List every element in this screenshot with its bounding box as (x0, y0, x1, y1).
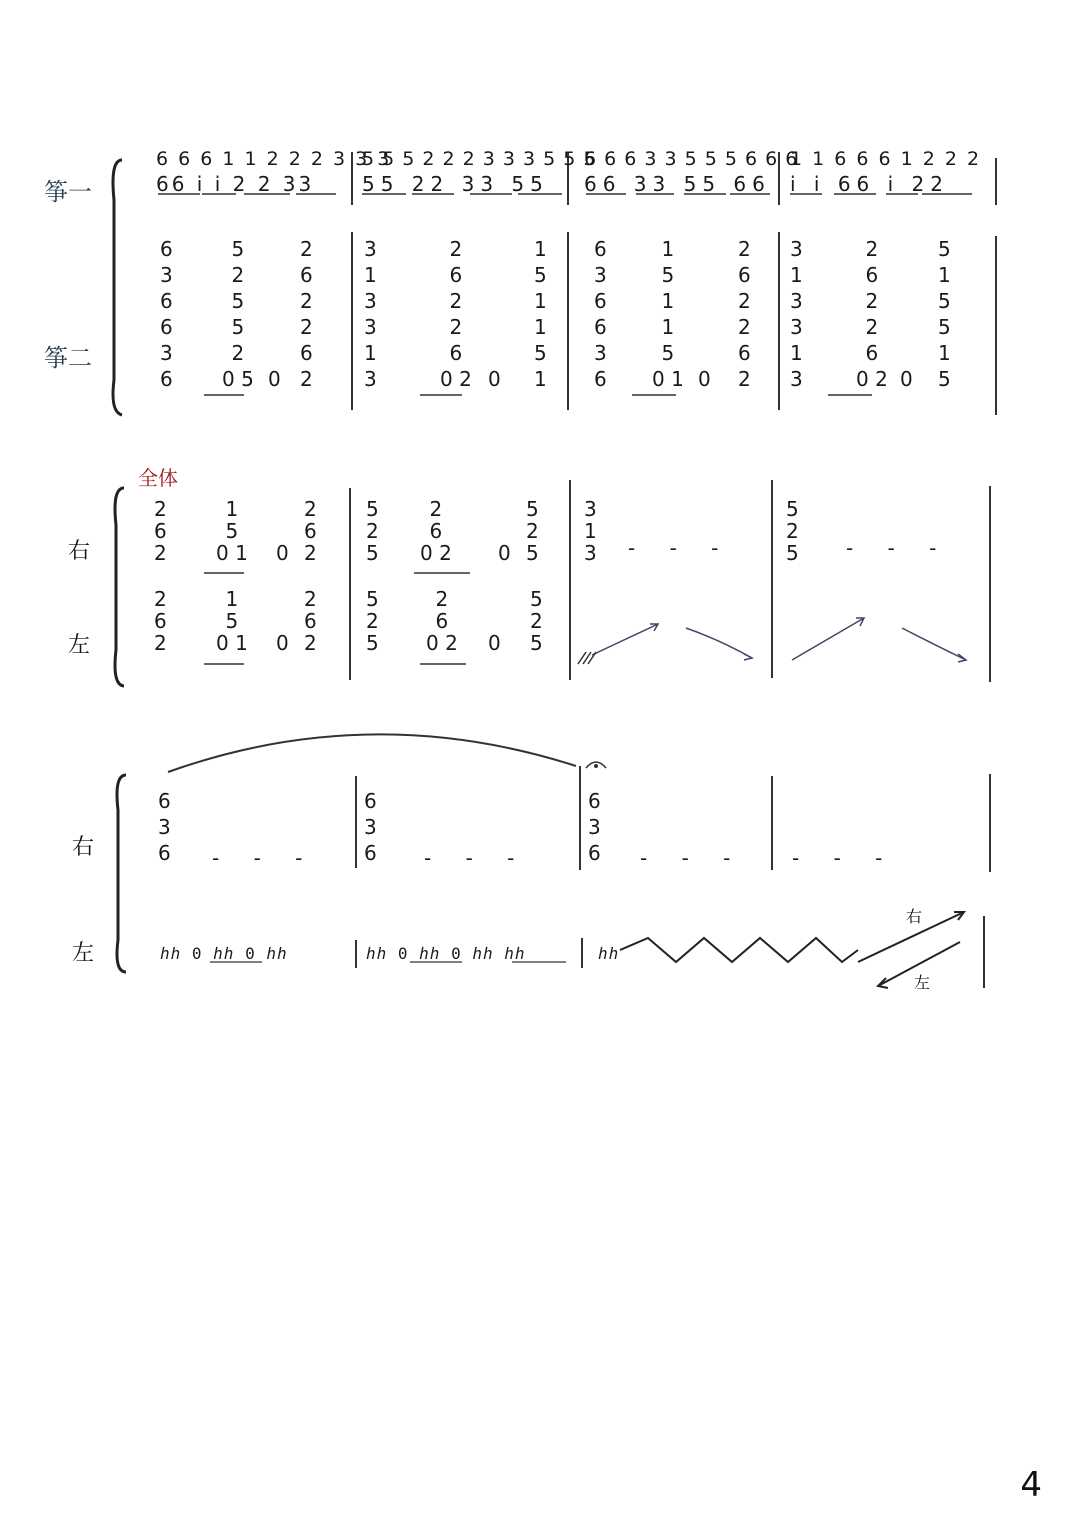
right2-col-7 (526, 498, 539, 564)
right2-col-1 (216, 498, 248, 564)
note: 3 (790, 289, 803, 313)
note: 5 (231, 237, 245, 261)
zheng2-col-9 (652, 236, 684, 392)
zheng2-col-5 (440, 236, 472, 392)
left-rhythm-m3: ℎℎ (598, 944, 620, 963)
note: 2 (231, 341, 245, 365)
note: 3 (364, 315, 377, 339)
zheng1-upper-m4: 1 1 6 6 6 1 2 2 2 (790, 148, 982, 170)
sustain-dashes-m3: - - - (628, 536, 733, 560)
note: 2 (154, 541, 167, 565)
note: 6 (154, 609, 167, 633)
note: 3 (160, 341, 173, 365)
left-rhythm-m2: ℎℎ 0 ℎℎ 0 ℎℎ ℎℎ (366, 944, 526, 963)
note: 6 (865, 263, 879, 287)
sustain-dashes-s3m2: - - - (424, 846, 529, 870)
sustain-dashes-m4: - - - (846, 536, 951, 560)
note: 3 (158, 815, 171, 839)
zheng2-col-3 (300, 236, 313, 392)
zheng2-col-4 (364, 236, 377, 392)
note: 0 (268, 367, 281, 391)
note: 2 (154, 497, 167, 521)
note: 0 (488, 631, 501, 655)
slur-arc (168, 734, 576, 772)
note: 5 (366, 587, 379, 611)
zheng1-lower-m2: 55 22 33 55 (362, 172, 549, 196)
right2-col-3 (304, 498, 317, 564)
note: 1 (661, 289, 675, 313)
zheng2-col-1 (222, 236, 254, 392)
label-left-hand-3: 左 (72, 941, 95, 966)
note: 6 (594, 367, 607, 391)
label-left-hand-2: 左 (68, 633, 91, 658)
note: 1 (584, 519, 597, 543)
zheng2-col-2 (268, 366, 281, 392)
note: 2 (449, 315, 463, 339)
note: 2 (300, 367, 313, 391)
note: 2 (304, 541, 317, 565)
note: 5 (786, 497, 799, 521)
note: 5 (534, 341, 547, 365)
note: 6 (160, 289, 173, 313)
note: 2 (865, 315, 879, 339)
note: 2 (429, 497, 443, 521)
note: 6 (449, 263, 463, 287)
zheng2-col-8 (594, 236, 607, 392)
left2-col-1 (216, 588, 248, 654)
note: 3 (584, 541, 597, 565)
label-zheng-1: 筝一 (44, 178, 92, 206)
note: 5 (530, 631, 543, 655)
left2-col-7 (530, 588, 543, 654)
label-right-hand-2: 右 (68, 539, 91, 564)
note: 1 (790, 263, 803, 287)
note: 0 (498, 541, 511, 565)
note: 2 (738, 367, 751, 391)
note: 6 (160, 367, 173, 391)
note: 3 (594, 341, 607, 365)
note: 6 (364, 789, 377, 813)
left2-col-3 (304, 588, 317, 654)
note: 2 (738, 289, 751, 313)
note: 5 (661, 341, 675, 365)
tutti-marking: 全体 (138, 466, 178, 490)
zheng2-col-10 (698, 366, 711, 392)
note: 1 (790, 341, 803, 365)
note: 5 (534, 263, 547, 287)
right2-col-2 (276, 542, 289, 564)
note: 6 (594, 289, 607, 313)
note: 6 (304, 519, 317, 543)
note: 2 (435, 587, 449, 611)
note: 6 (300, 341, 313, 365)
note: 6 (429, 519, 443, 543)
system1-brace (113, 160, 122, 415)
right3-col-1 (364, 788, 377, 866)
note: 0 1 (216, 631, 248, 655)
page-number: 4 (1020, 1465, 1042, 1505)
note: 2 (231, 263, 245, 287)
note: 0 2 (440, 367, 472, 391)
right3-col-2 (588, 788, 601, 866)
note: 5 (231, 315, 245, 339)
note: 2 (304, 587, 317, 611)
zheng2-col-15 (938, 236, 951, 392)
note: 1 (938, 263, 951, 287)
note: 5 (526, 497, 539, 521)
note: 0 1 (652, 367, 684, 391)
note: 6 (364, 841, 377, 865)
note: 2 (304, 497, 317, 521)
zheng1-upper-m1: 6 6 6 1 1 2 2 2 3 3 3 (156, 148, 392, 170)
note: 0 (276, 631, 289, 655)
left2-col-5 (426, 588, 458, 654)
note: 6 (154, 519, 167, 543)
note: 0 (900, 367, 913, 391)
note: 1 (364, 263, 377, 287)
note: 5 (225, 609, 239, 633)
note: 1 (534, 367, 547, 391)
note: 1 (364, 341, 377, 365)
left2-col-2 (276, 632, 289, 654)
right2-col-6 (498, 542, 511, 564)
zigzag-tremolo (620, 938, 858, 962)
sustain-dashes-s3m4: - - - (792, 846, 897, 870)
note: 5 (530, 587, 543, 611)
note: 2 (865, 237, 879, 261)
note: 6 (865, 341, 879, 365)
note: 6 (304, 609, 317, 633)
zheng2-col-14 (900, 366, 913, 392)
note: 6 (738, 341, 751, 365)
arrow-label-left: 左 (914, 973, 931, 992)
note: 5 (938, 315, 951, 339)
note: 5 (366, 541, 379, 565)
note: 1 (661, 315, 675, 339)
note: 6 (158, 789, 171, 813)
note: 6 (594, 237, 607, 261)
zheng2-col-12 (790, 236, 803, 392)
note: 3 (364, 815, 377, 839)
note: 6 (300, 263, 313, 287)
left2-col-0 (154, 588, 167, 654)
note: 2 (300, 237, 313, 261)
right2-col-5 (420, 498, 452, 564)
note: 2 (304, 631, 317, 655)
note: 1 (534, 289, 547, 313)
note: 0 2 (420, 541, 452, 565)
note: 3 (364, 237, 377, 261)
note: 2 (786, 519, 799, 543)
note: 1 (225, 497, 239, 521)
zheng1-lower-m3: 66 33 55 66 (584, 172, 771, 196)
note: 1 (661, 237, 675, 261)
note: 3 (364, 367, 377, 391)
note: 3 (584, 497, 597, 521)
note: 2 (526, 519, 539, 543)
note: 2 (530, 609, 543, 633)
note: 2 (738, 315, 751, 339)
note: 6 (594, 315, 607, 339)
note: 2 (449, 289, 463, 313)
note: 5 (938, 367, 951, 391)
right2-col-4 (366, 498, 379, 564)
zheng1-upper-m3: 6 6 6 3 3 5 5 5 6 6 6 (584, 148, 799, 170)
system3-brace (117, 775, 126, 972)
zheng2-col-6 (488, 366, 501, 392)
note: 6 (158, 841, 171, 865)
note: 6 (738, 263, 751, 287)
note: 5 (786, 541, 799, 565)
note: 5 (225, 519, 239, 543)
note: 6 (588, 789, 601, 813)
zheng2-col-13 (856, 236, 888, 392)
note: 3 (790, 237, 803, 261)
note: 5 (661, 263, 675, 287)
note: 0 2 (856, 367, 888, 391)
note: 2 (300, 289, 313, 313)
note: 5 (231, 289, 245, 313)
label-right-hand-3: 右 (72, 835, 95, 860)
note: 2 (154, 587, 167, 611)
note: 2 (366, 519, 379, 543)
note: 6 (449, 341, 463, 365)
note: 2 (449, 237, 463, 261)
zheng1-lower-m4: i i 66 i 22 (790, 172, 949, 196)
note: 2 (154, 631, 167, 655)
left-rhythm-m1: ℎℎ 0 ℎℎ 0 ℎℎ (160, 944, 288, 963)
note: 2 (738, 237, 751, 261)
note: 5 (366, 631, 379, 655)
note: 5 (938, 289, 951, 313)
zheng1-lower-m1: 66 i i 2 2 33 (156, 172, 315, 196)
zheng2-col-0 (160, 236, 173, 392)
note: 5 (366, 497, 379, 521)
right2-col-9 (786, 498, 799, 564)
note: 1 (534, 315, 547, 339)
sustain-dashes-s3m3: - - - (640, 846, 745, 870)
right3-col-0 (158, 788, 171, 866)
zheng1-upper-m2: 5 5 5 2 2 2 3 3 3 5 5 5 (362, 148, 597, 170)
note: 0 (488, 367, 501, 391)
note: 6 (435, 609, 449, 633)
note: 6 (588, 841, 601, 865)
note: 3 (790, 315, 803, 339)
left2-col-4 (366, 588, 379, 654)
note: 5 (938, 237, 951, 261)
note: 2 (865, 289, 879, 313)
note: 0 1 (216, 541, 248, 565)
right2-col-8 (584, 498, 597, 564)
note: 2 (366, 609, 379, 633)
note: 6 (160, 315, 173, 339)
zheng2-col-7 (534, 236, 547, 392)
note: 5 (526, 541, 539, 565)
left2-col-6 (488, 632, 501, 654)
note: 0 2 (426, 631, 458, 655)
note: 1 (225, 587, 239, 611)
zheng2-col-11 (738, 236, 751, 392)
note: 2 (300, 315, 313, 339)
right2-col-0 (154, 498, 167, 564)
system2-brace (115, 488, 124, 686)
note: 0 (276, 541, 289, 565)
sustain-dashes-s3m1: - - - (212, 846, 317, 870)
note: 3 (364, 289, 377, 313)
note: 3 (594, 263, 607, 287)
note: 1 (938, 341, 951, 365)
note: 6 (160, 237, 173, 261)
note: 1 (534, 237, 547, 261)
note: 3 (790, 367, 803, 391)
arrow-label-right: 右 (906, 907, 923, 926)
note: 0 (698, 367, 711, 391)
note: 0 5 (222, 367, 254, 391)
note: 3 (160, 263, 173, 287)
note: 3 (588, 815, 601, 839)
label-zheng-2: 筝二 (44, 344, 92, 372)
